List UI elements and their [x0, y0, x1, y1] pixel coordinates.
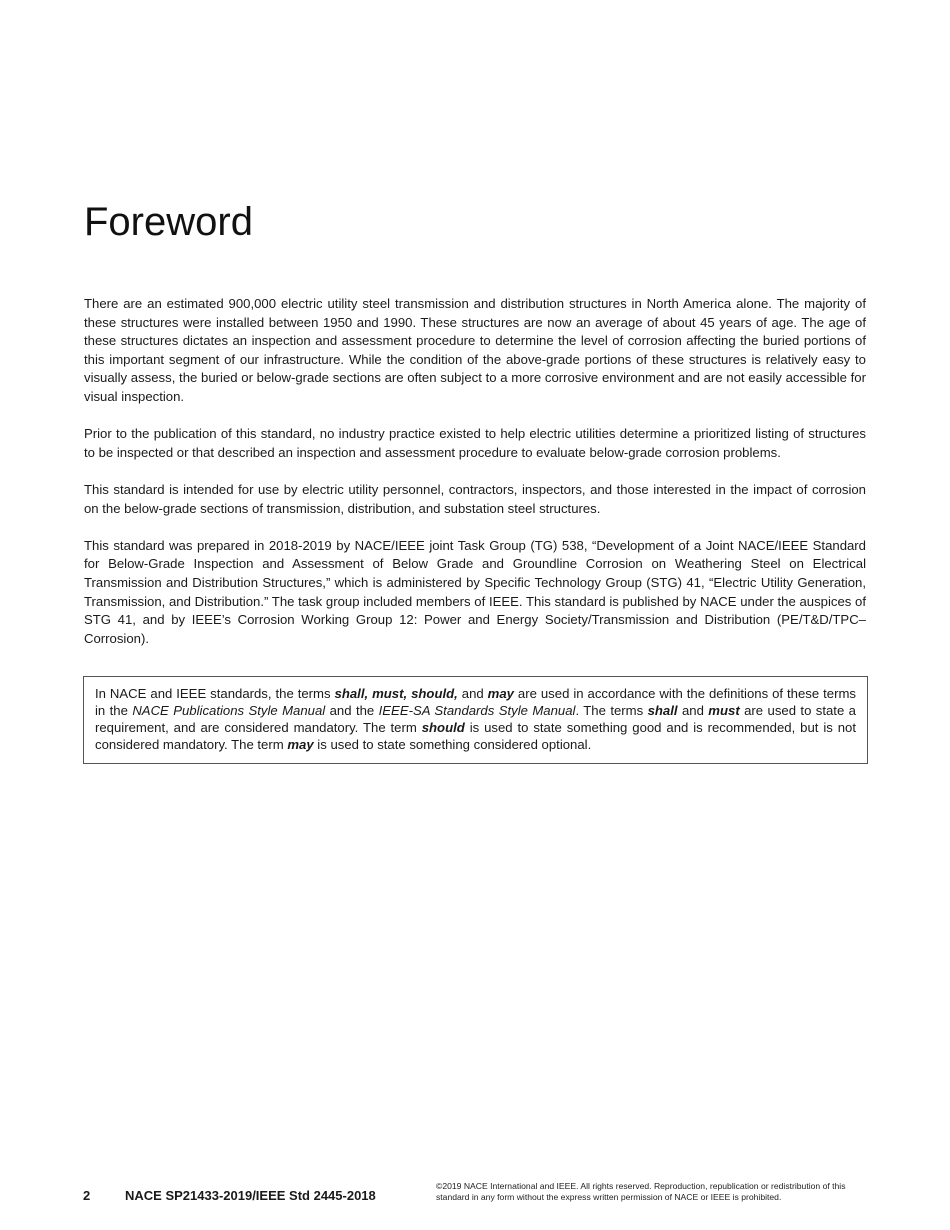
callout-manual-title: IEEE-SA Standards Style Manual [378, 703, 576, 718]
callout-text: are used to state a requirement, and are considered mandatory. The term [95, 703, 856, 735]
callout-term-must: must [708, 703, 740, 718]
callout-text: and [457, 686, 488, 701]
paragraph-prior-practice: Prior to the publication of this standard, no industry practice existed to help electric utilities determine a prioritized listing of structures to be inspected or that described an inspection and assessment procedure to evaluate below-grade corrosion problems. [84, 426, 866, 460]
callout-text: are used in accordance with the definitions of these terms in the [95, 686, 856, 718]
callout-text: . The terms [575, 703, 648, 718]
callout-term-shall: shall [647, 703, 678, 718]
footer-copyright: ©2019 NACE International and IEEE. All rights reserved. Reproduction, republication or redistribution of this standard in any form without the express written permission of NACE or IEEE is prohibited. [436, 1181, 846, 1202]
page-title: Foreword [84, 200, 253, 244]
callout-text: is used to state something good and is recommended, but is not considered mandatory. The term [95, 720, 856, 752]
callout-text: In NACE and IEEE standards, the terms [95, 686, 335, 701]
foreword-body [84, 295, 866, 667]
footer-document-id: NACE SP21433-2019/IEEE Std 2445-2018 [125, 1188, 376, 1203]
callout-term-may: may [287, 737, 314, 752]
callout-text: and the [325, 703, 379, 718]
callout-manual-title: NACE Publications Style Manual [132, 703, 326, 718]
callout-term-may: may [487, 686, 514, 701]
callout-term-should: should [421, 720, 465, 735]
callout-text: is used to state something considered optional. [313, 737, 592, 752]
callout-text: and [677, 703, 709, 718]
paragraph-intended-use: This standard is intended for use by electric utility personnel, contractors, inspectors, and those interested in the impact of corrosion on the below-grade sections of transmission, distribution, and substation steel structures. [84, 481, 866, 516]
callout-term-list: shall, must, should, [334, 686, 458, 701]
footer-page-number: 2 [83, 1188, 91, 1203]
terminology-callout-box [83, 676, 868, 764]
paragraph-intro: There are an estimated 900,000 electric utility steel transmission and distribution structures in North America alone. The majority of these structures were installed between 1950 and 1990. These structures are now an average of about 45 years of age. The age of these structures dictates an inspection and assessment procedure to determine the level of corrosion affecting the buried portions of this important segment of our infrastructure. While the condition of the above-grade portions of these structures is relatively easy to visually assess, the buried or below-grade sections are often subject to a more corrosive environment and are not easily accessible for visual inspection. [84, 296, 866, 404]
paragraph-preparation: This standard was prepared in 2018-2019 by NACE/IEEE joint Task Group (TG) 538, “Development of a Joint NACE/IEEE Standard for Below-Grade Inspection and Assessment of Below Grade and Groundline Corrosion on Weathering Steel on Electrical Transmission and Distribution Structures,” which is administered by Specific Technology Group (STG) 41, “Electric Utility Generation, Transmission, and Distribution.” The task group included members of IEEE. This standard is published by NACE under the auspices of STG 41, and by IEEE’s Corrosion Working Group 12: Power and Energy Society/Transmission and Distribution (PE/T&D/TPC–Corrosion). [84, 537, 866, 646]
